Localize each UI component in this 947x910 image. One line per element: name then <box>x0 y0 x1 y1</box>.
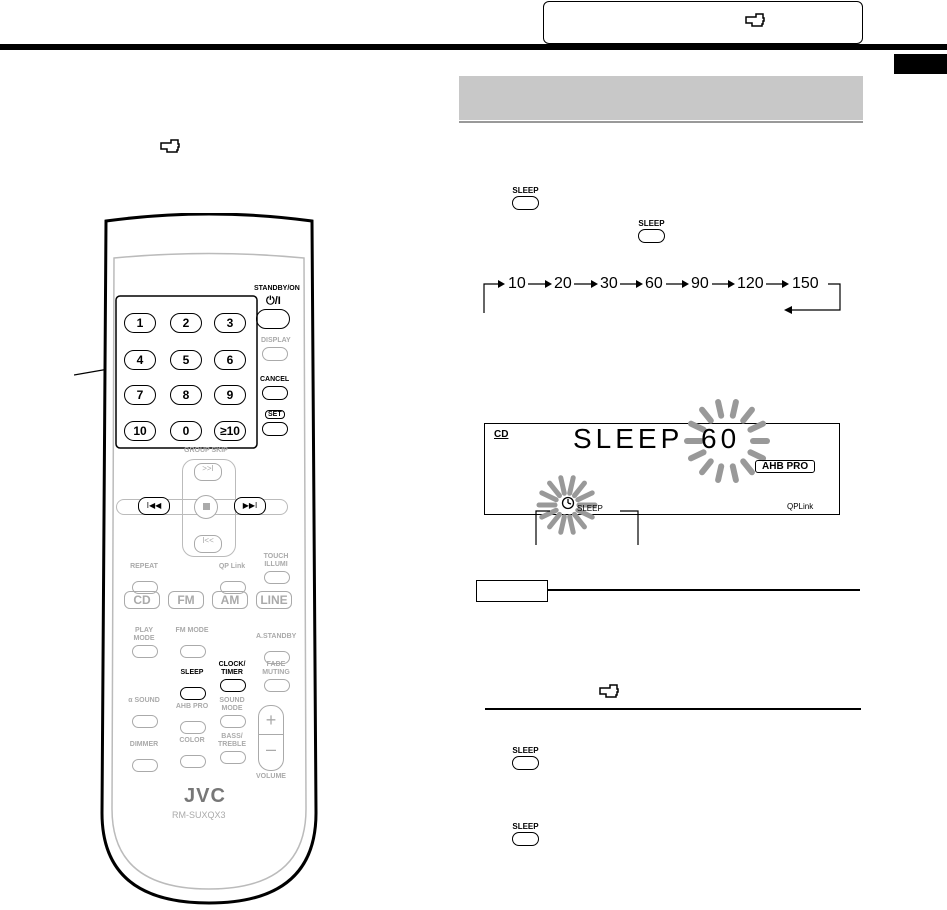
display-button[interactable] <box>262 347 288 361</box>
sleep-button-illustration-inline <box>638 219 665 243</box>
sleep-time-sequence <box>480 270 845 316</box>
group-skip-down-button[interactable]: I<< <box>194 535 222 553</box>
sleep-button-label: SLEEP <box>638 219 665 228</box>
number-key-label: 10 <box>133 424 147 438</box>
qplink-label: QP Link <box>218 563 246 570</box>
number-key[interactable] <box>170 385 202 405</box>
set-button[interactable] <box>262 422 288 436</box>
number-key-label: 6 <box>226 353 234 367</box>
bass-treble-label: BASS/ TREBLE <box>218 733 246 748</box>
number-key-label: 3 <box>226 316 234 330</box>
pointing-hand-icon <box>744 11 766 29</box>
number-key[interactable] <box>170 313 202 333</box>
source-button-label: AM <box>220 593 240 607</box>
sequence-step: 20 <box>554 275 572 292</box>
sequence-step: 90 <box>691 275 709 292</box>
play-mode-label: PLAY MODE <box>133 627 155 642</box>
sleep-button-cap <box>512 196 539 210</box>
note-rule <box>548 589 860 591</box>
number-key[interactable] <box>124 385 156 405</box>
sleep-button-label: SLEEP <box>512 822 539 831</box>
play-mode-button[interactable] <box>132 645 158 658</box>
side-tab <box>894 54 947 74</box>
section-rule <box>459 121 863 123</box>
number-key-label: 5 <box>182 353 190 367</box>
stop-icon[interactable] <box>194 495 218 519</box>
sleep-button-illustration-lower <box>512 746 539 770</box>
number-key-label: 4 <box>136 353 144 367</box>
number-key-label: 0 <box>182 424 190 438</box>
sleep-button-cap <box>512 756 539 770</box>
dimmer-button[interactable] <box>132 759 158 772</box>
fade-muting-label: FADE MUTING <box>262 661 290 676</box>
note-end-rule <box>485 708 861 710</box>
standby-label: STANDBY/ON <box>254 285 300 292</box>
number-key-label: 7 <box>136 388 144 402</box>
note-tag <box>476 580 548 602</box>
clock-timer-button[interactable] <box>220 679 246 692</box>
bass-treble-button[interactable] <box>220 751 246 764</box>
number-key[interactable] <box>214 385 246 405</box>
sleep-button[interactable] <box>180 687 206 700</box>
number-key[interactable] <box>124 313 156 333</box>
display-label: DISPLAY <box>261 337 291 344</box>
prev-icon[interactable]: I◀◀ <box>138 497 170 515</box>
number-key-label: ≥10 <box>220 424 240 438</box>
sleep-button-cap <box>512 832 539 846</box>
set-label: SET <box>265 410 285 419</box>
indicator-callout-lines <box>528 505 648 547</box>
group-skip-up-button[interactable]: >>I <box>194 463 222 481</box>
number-key[interactable] <box>214 421 246 441</box>
number-key-label: 8 <box>182 388 190 402</box>
sound-mode-label: SOUND MODE <box>219 697 245 712</box>
sleep-indicator: SLEEP <box>577 504 603 513</box>
sequence-step: 10 <box>508 275 526 292</box>
number-key[interactable] <box>170 421 202 441</box>
touch-illumi-label: TOUCH ILLUMI <box>263 553 289 568</box>
sequence-step: 120 <box>737 275 764 292</box>
ahb-pro-badge: AHB PRO <box>755 460 815 473</box>
pointing-hand-icon <box>158 137 182 155</box>
sleep-button-cap <box>638 229 665 243</box>
source-button-label: LINE <box>260 593 288 607</box>
reference-box <box>543 1 863 44</box>
sleep-button-illustration-bottom <box>512 822 539 846</box>
sleep-button-illustration <box>512 186 539 210</box>
number-key[interactable] <box>124 350 156 370</box>
a-standby-label: A.STANDBY <box>256 633 297 640</box>
number-key[interactable] <box>214 350 246 370</box>
number-key-label: 1 <box>136 316 144 330</box>
color-button[interactable] <box>180 755 206 768</box>
source-button-label: FM <box>177 593 195 607</box>
number-key[interactable] <box>124 421 156 441</box>
brand-logo: JVC <box>184 785 226 807</box>
alpha-sound-button[interactable] <box>132 715 158 728</box>
cancel-label: CANCEL <box>260 376 290 383</box>
sleep-label: SLEEP <box>180 669 204 676</box>
alpha-sound-label: α SOUND <box>128 697 160 704</box>
sequence-step: 30 <box>600 275 618 292</box>
sound-mode-button[interactable] <box>220 715 246 728</box>
display-sleep-text: SLEEP <box>573 423 684 454</box>
fm-mode-label: FM MODE <box>175 627 209 634</box>
sleep-button-label: SLEEP <box>512 746 539 755</box>
fm-mode-button[interactable] <box>180 645 206 658</box>
color-label: COLOR <box>179 737 205 744</box>
header-rule <box>0 44 947 50</box>
ahb-pro-label: AHB PRO <box>175 703 209 710</box>
source-indicator: CD <box>494 429 509 440</box>
clock-timer-label: CLOCK/ TIMER <box>218 661 246 676</box>
lcd-display <box>484 423 840 515</box>
pointing-hand-icon <box>598 682 620 700</box>
number-key[interactable] <box>214 313 246 333</box>
qplink-indicator: QPLink <box>787 502 814 511</box>
display-minutes: 60 <box>701 423 741 454</box>
source-button[interactable] <box>212 591 248 609</box>
source-button[interactable] <box>168 591 204 609</box>
source-button-label: CD <box>133 593 151 607</box>
volume-rocker[interactable]: + – <box>258 705 284 771</box>
dimmer-label: DIMMER <box>129 741 159 748</box>
touch-illumi-button[interactable] <box>264 571 290 584</box>
number-key-label: 9 <box>226 388 234 402</box>
number-key[interactable] <box>170 350 202 370</box>
power-icon: ⏻/I <box>266 295 281 307</box>
cancel-button[interactable] <box>262 386 288 400</box>
next-icon[interactable]: ▶▶I <box>234 497 266 515</box>
group-skip-label: GROUP SKIP <box>184 447 228 454</box>
fade-muting-button[interactable] <box>264 679 290 692</box>
section-heading-bar <box>459 76 863 120</box>
volume-label: VOLUME <box>256 773 286 780</box>
sleep-button-label: SLEEP <box>512 186 539 195</box>
standby-button[interactable] <box>256 309 290 329</box>
model-name: RM-SUXQX3 <box>172 810 226 820</box>
remote-control <box>94 213 324 910</box>
sequence-step: 60 <box>645 275 663 292</box>
source-button[interactable] <box>256 591 292 609</box>
sequence-step: 150 <box>792 275 819 292</box>
number-key-label: 2 <box>182 316 190 330</box>
ahb-pro-button[interactable] <box>180 721 206 734</box>
source-button[interactable] <box>124 591 160 609</box>
repeat-label: REPEAT <box>130 563 158 570</box>
